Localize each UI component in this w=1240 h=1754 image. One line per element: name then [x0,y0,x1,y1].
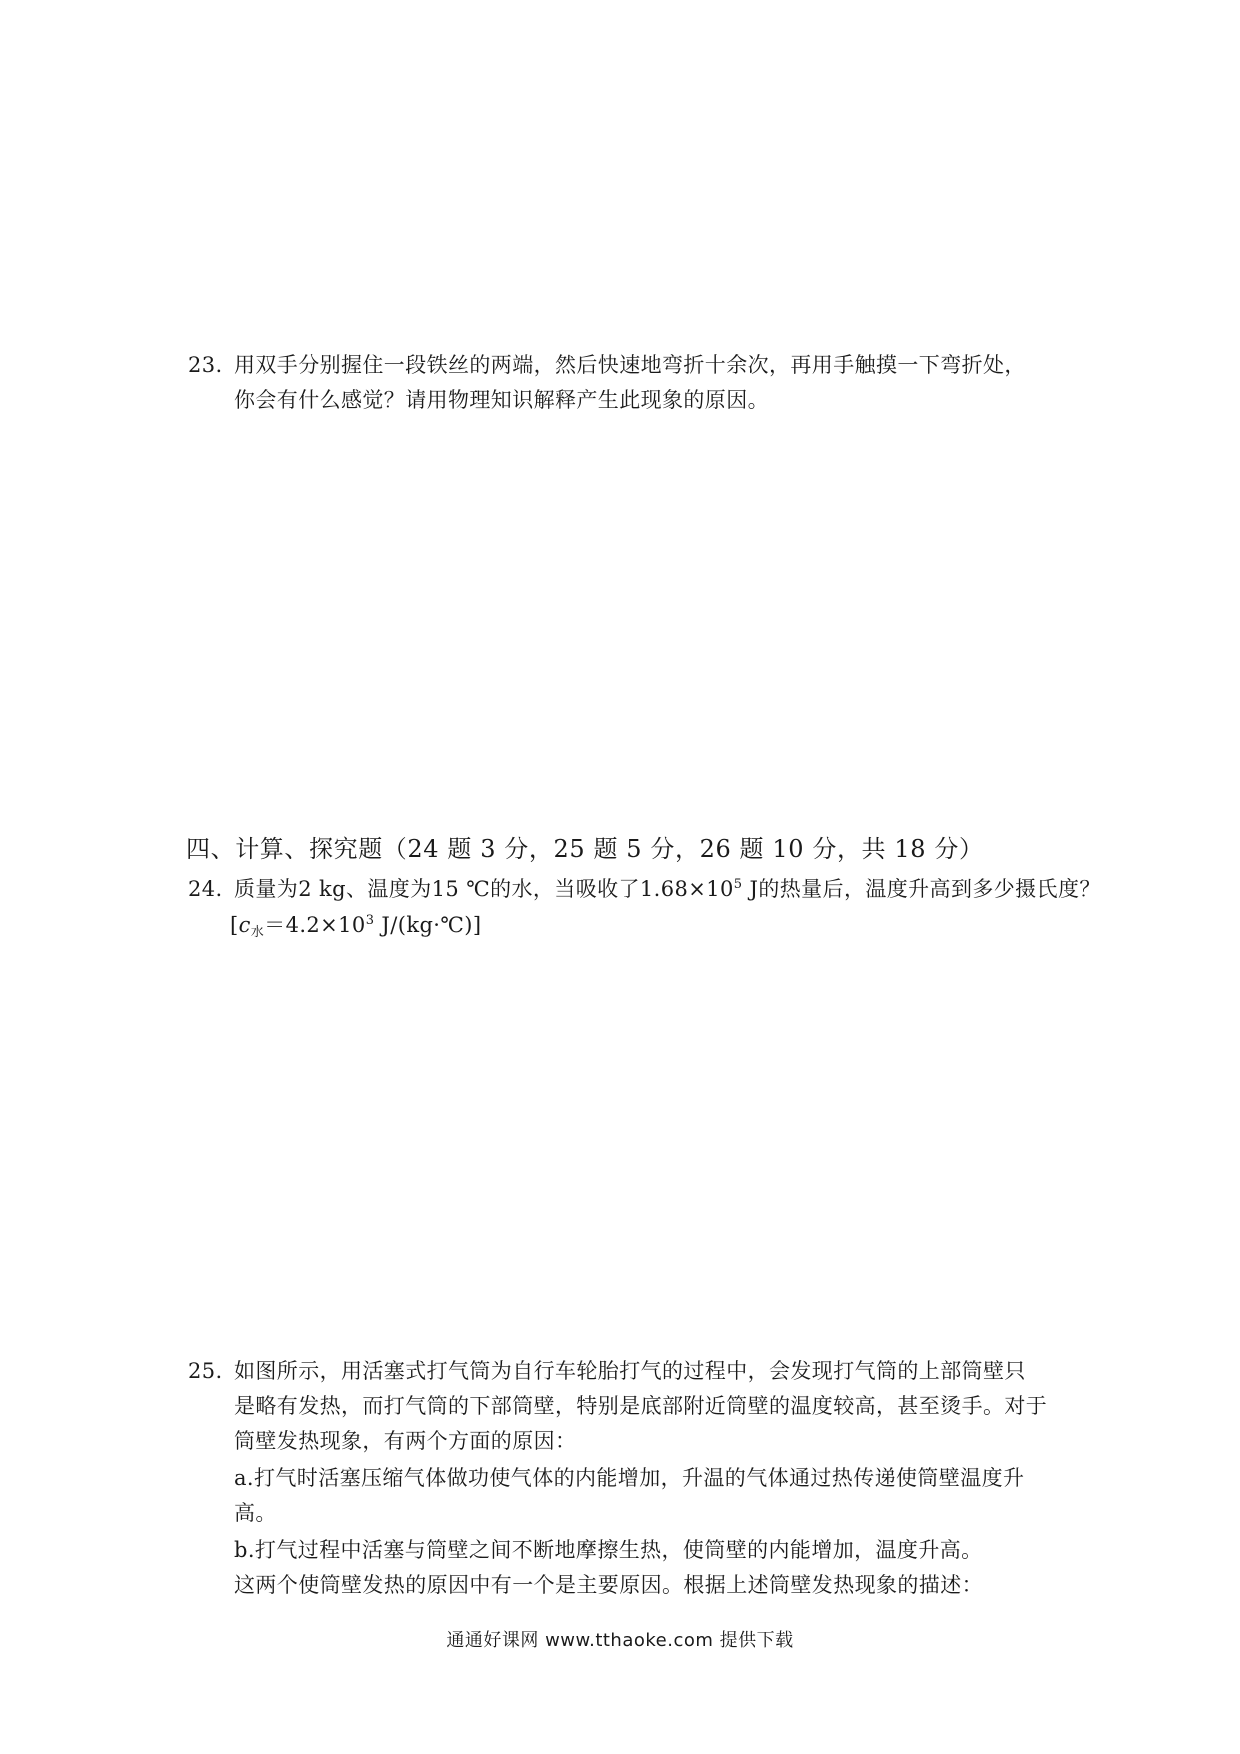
q25-line-5 [234,1498,277,1528]
q23-text-2: 你会有什么感觉？请用物理知识解释产生此现象的原因。 [234,388,769,412]
q25-text-3: 筒壁发热现象，有两个方面的原因： [234,1429,577,1453]
q24-text-1a: 质量为2 kg、温度为15 ℃的水，当吸收了1.68×10 [234,877,734,901]
q24-symbol-c: c [238,913,251,937]
q25-line-7 [234,1570,983,1600]
q25-number: 25. [188,1359,223,1383]
q25-line-3 [234,1426,576,1456]
q23-number: 23. [188,353,223,377]
q25-line-6 [234,1535,983,1565]
q25-text-2: 是略有发热，而打气筒的下部筒壁，特别是底部附近筒壁的温度较高，甚至烫手。对于 [234,1394,1048,1418]
q24-text-2b: ＝4.2×10 [264,913,366,937]
section-4-heading-text: 四、计算、探究题（24 题 3 分，25 题 5 分，26 题 10 分，共 18 分） [186,835,984,863]
q24-text-1b: J的热量后，温度升高到多少摄氏度？ [742,877,1101,901]
q25-text-1: 如图所示，用活塞式打气筒为自行车轮胎打气的过程中，会发现打气筒的上部筒壁只 [234,1359,1026,1383]
page-footer [0,1628,1240,1654]
q24-line-1 [188,870,1101,904]
q24-subscript-water: 水 [250,925,265,940]
q24-exponent-2: 3 [365,913,375,928]
q25-line-1 [188,1356,1026,1386]
q25-line-2 [234,1391,1047,1421]
q24-line-2 [230,906,481,948]
q23-text-1: 用双手分别握住一段铁丝的两端，然后快速地弯折十余次，再用手触摸一下弯折处， [234,353,1026,377]
q25-text-5: 高。 [234,1501,277,1525]
q25-line-4 [234,1463,1024,1493]
q24-number: 24. [188,877,223,901]
q25-text-6: b.打气过程中活塞与筒壁之间不断地摩擦生热，使筒壁的内能增加，温度升高。 [234,1538,983,1562]
q25-text-4: a.打气时活塞压缩气体做功使气体的内能增加，升温的气体通过热传递使筒壁温度升 [234,1466,1025,1490]
q25-text-7: 这两个使筒壁发热的原因中有一个是主要原因。根据上述筒壁发热现象的描述： [234,1573,983,1597]
q23-line-2 [234,385,769,415]
q23-line-1 [188,350,1026,380]
q24-exponent-1: 5 [733,877,743,892]
q24-text-2d: J/(kg·℃)] [374,913,482,937]
section-4-heading [186,832,984,866]
q24-bracket-open: [ [230,913,239,937]
footer-text: 通通好课网 www.tthaoke.com 提供下载 [446,1630,794,1651]
